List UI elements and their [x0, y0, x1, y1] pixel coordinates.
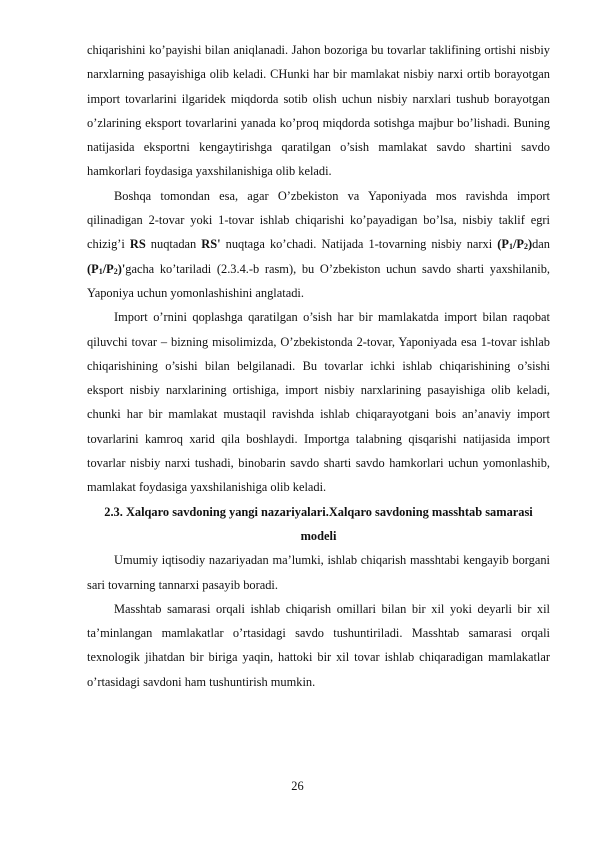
paragraph-2-text-b: nuqtadan [145, 237, 202, 252]
rs-label: RS [129, 237, 146, 252]
paragraph-4: Umumiy iqtisodiy nazariyadan ma’lumki, ishlab chiqarish masshtabi kengayib borgani sari tovarning tannarxi pasayib boradi. [87, 553, 550, 592]
paragraph-5: Masshtab samarasi orqali ishlab chiqarish omillari bilan bir xil yoki deyarli bir xil ta’minlangan mamlakatlar o’rtasidagi savdo tushuntiriladi. Masshtab samarasi orqali texnologik jihatdan bir biriga yaqin, hattoki bir xil tovar ishlab chiqaradigan mamlakatlar o’rtasidagi savdoni ham tushuntirish mumkin. [87, 601, 550, 689]
paragraph-2 [87, 184, 550, 305]
rs-prime-label: RS' [201, 237, 221, 252]
paragraph-3: Import o’rnini qoplashga qaratilgan o’sish har bir mamlakatda import bilan raqobat qiluvchi tovar – bizning misolimizda, O’zbekistonda 2-tovar, Yaponiyada esa 1-tovar ishlab chiqarishining o’sishi bilan belgilanadi. Bu tovarlar ichki ishlab chiqarishining o’sishi eksport nisbiy narxlarining ortishiga, import nisbiy narxlarining pasayishiga olib keladi, chunki har bir mamlakat mustaqil ravishda ishlab chiqarayotgani bois an’anaviy import tovarlarini kamroq xarid qila boshlaydi. Importga talabning qisqarishi natijasida import tovarlar nisbiy narxi tushadi, binobarin savdo sharti savdo hamkorlari uchun yomonlashib, mamlakat foydasiga yaxshilanishiga olib keladi. [87, 310, 550, 495]
price-ratio-prime: $(P_1/P_2)'$ [87, 261, 126, 276]
paragraph-2-text-a: Boshqa tomondan esa, agar O’zbekiston va Yaponiyada mos ravishda import qilinadigan 2-tovar yoki 1-tovar ishlab chiqarishi ko’payadigan bo’lsa, nisbiy taklif egri chizig’i [87, 188, 550, 252]
page-number: 26 [291, 779, 304, 793]
paragraph-2-text-c: nuqtaga ko’chadi. Natijada 1-tovarning nisbiy narxi [220, 237, 498, 252]
paragraph-2-text-d: dan [532, 237, 550, 252]
section-heading: 2.3. Xalqaro savdoning yangi nazariyalari.Xalqaro savdoning masshtab samarasi modeli [104, 504, 533, 543]
paragraph-2-text-e: gacha ko’tariladi (2.3.4.-b rasm), bu O’zbekiston uchun savdo sharti yaxshilanib, Yaponiya uchun yomonlashishini anglatadi. [87, 261, 550, 300]
body-text [87, 38, 550, 694]
paragraph-1: chiqarishini ko’payishi bilan aniqlanadi. Jahon bozoriga bu tovarlar taklifining ortishi nisbiy narxlarning pasayishiga olib keladi. CHunki har bir mamlakat nisbiy narxi ortib borayotgan import tovarlarini ilgaridek miqdorda sotib olish uchun nisbiy narxlari tushub borayotgan o’zlarining eksport tovarlarini yanada ko’proq miqdorda sotishga majbur bo’lishadi. Buning natijasida eksportni kengaytirishga qaratilgan o’sish mamlakat savdo shartini savdo hamkorlari foydasiga yaxshilanishiga olib keladi. [87, 43, 550, 179]
price-ratio: $(P_1/P_2)$ [497, 237, 533, 252]
